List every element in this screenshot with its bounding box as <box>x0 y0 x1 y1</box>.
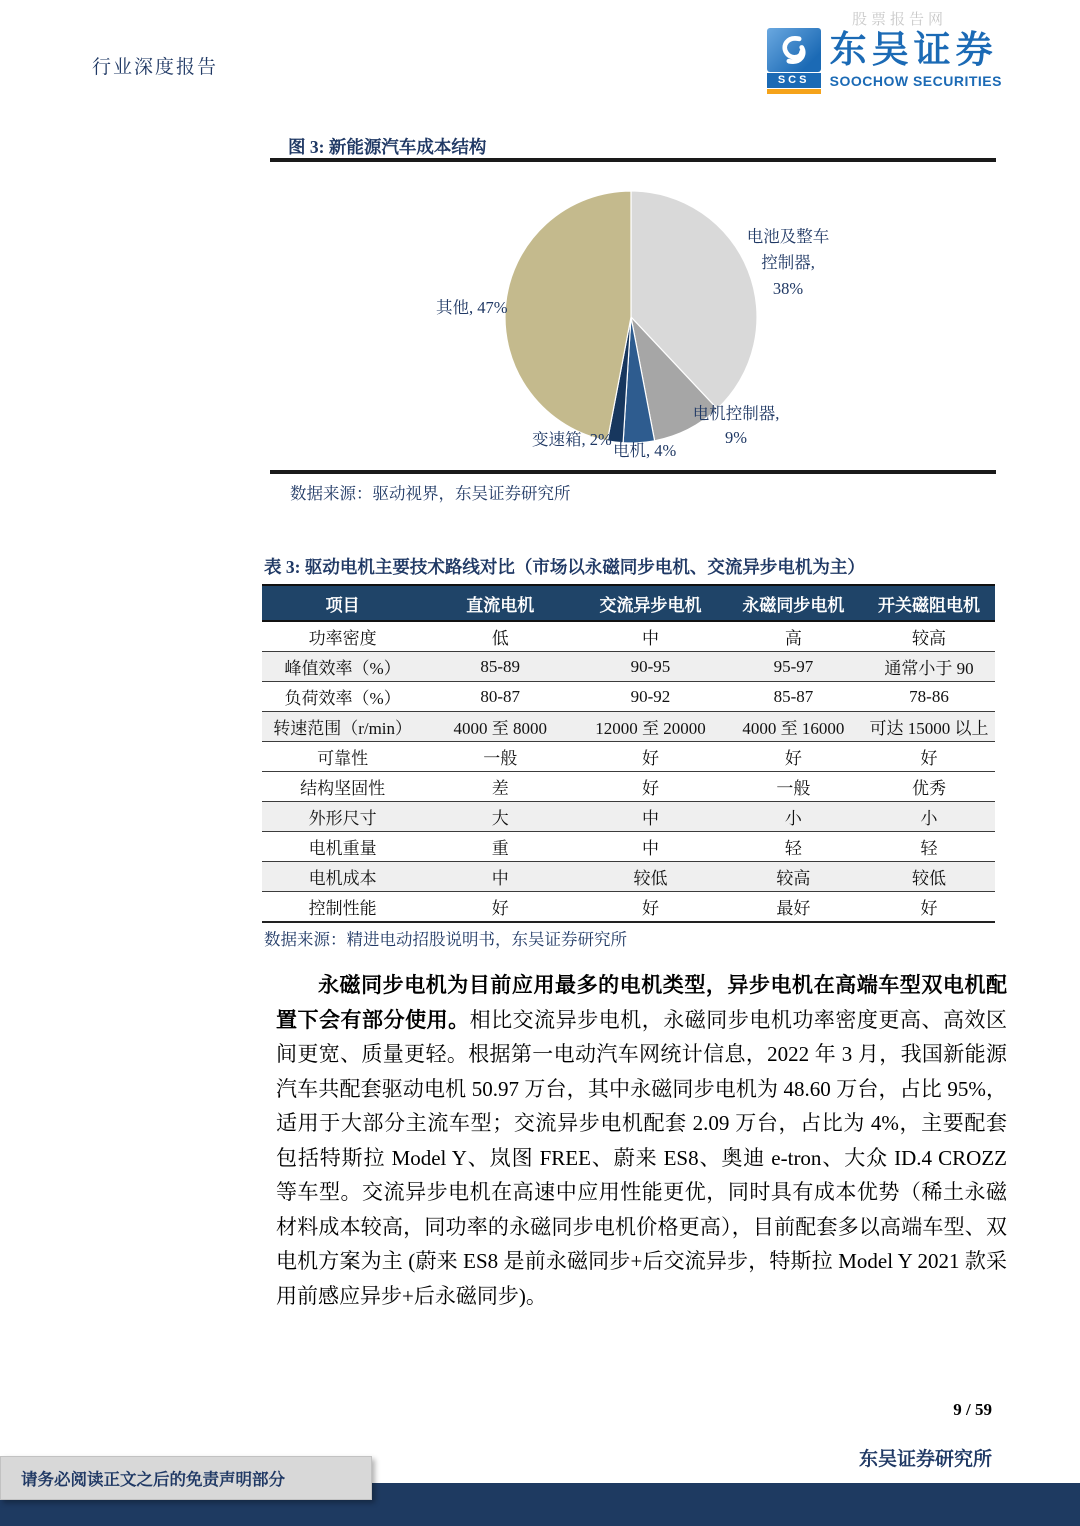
table-cell: 85-87 <box>724 682 863 712</box>
logo-scs-text: SCS <box>767 73 821 88</box>
table-row <box>262 682 995 712</box>
table-cell: 小 <box>724 802 863 832</box>
figure-source: 数据来源：驱动视界，东吴证券研究所 <box>290 484 571 503</box>
table-cell: 12000 至 20000 <box>577 712 724 742</box>
row-label-cell: 可靠性 <box>262 742 423 772</box>
table-row <box>262 862 995 892</box>
table-cell: 78-86 <box>863 682 995 712</box>
row-label-cell: 功率密度 <box>262 621 423 652</box>
table-cell: 中 <box>577 832 724 862</box>
table-cell: 好 <box>863 892 995 923</box>
table-cell: 好 <box>577 772 724 802</box>
table-header-cell: 直流电机 <box>423 585 577 621</box>
table-row <box>262 742 995 772</box>
row-label-cell: 电机重量 <box>262 832 423 862</box>
disclaimer-box <box>0 1456 372 1500</box>
logo-cn-text: 东吴证券 <box>829 29 998 70</box>
logo-text <box>830 28 1002 89</box>
table-cell: 80-87 <box>423 682 577 712</box>
figure-bottom-rule <box>270 470 996 474</box>
figure-title: 图 3: 新能源汽车成本结构 <box>288 137 487 157</box>
table-cell: 大 <box>423 802 577 832</box>
logo-orange-bar <box>767 89 821 94</box>
table-cell: 通常小于 90 <box>863 652 995 682</box>
figure-top-rule <box>270 158 996 162</box>
table-header-row <box>262 585 995 621</box>
page-number: 9 / 59 <box>953 1400 992 1419</box>
table-cell: 重 <box>423 832 577 862</box>
pie-label-other: 其他, 47% <box>436 298 508 317</box>
table-cell: 好 <box>863 742 995 772</box>
table-row <box>262 652 995 682</box>
table-cell: 差 <box>423 772 577 802</box>
table-cell: 中 <box>423 862 577 892</box>
row-label-cell: 外形尺寸 <box>262 802 423 832</box>
disclaimer-text: 请务必阅读正文之后的免责声明部分 <box>21 1470 285 1489</box>
table-cell: 最好 <box>724 892 863 923</box>
table-cell: 好 <box>577 742 724 772</box>
table-cell: 一般 <box>423 742 577 772</box>
table-cell: 较低 <box>577 862 724 892</box>
row-label-cell: 电机成本 <box>262 862 423 892</box>
paragraph-bold-lead: 永磁同步电机为目前应用最多的电机类型，异步电机在高端车型双电机配置下会有部分使用。 <box>276 973 1007 1032</box>
table-title: 表 3: 驱动电机主要技术路线对比（市场以永磁同步电机、交流异步电机为主） <box>264 557 865 577</box>
table-header-cell: 交流异步电机 <box>577 585 724 621</box>
table-cell: 轻 <box>724 832 863 862</box>
pie-label-battery: 电池及整车 控制器, 38% <box>746 227 830 298</box>
site-watermark: 股票报告网 <box>852 12 948 28</box>
table-cell: 可达 15000 以上 <box>863 712 995 742</box>
institute-name: 东吴证券研究所 <box>858 1449 992 1470</box>
table-cell: 低 <box>423 621 577 652</box>
table-cell: 轻 <box>863 832 995 862</box>
table-cell: 90-92 <box>577 682 724 712</box>
pie-slice-其他 <box>505 191 631 441</box>
table-row <box>262 621 995 652</box>
table-header-cell: 开关磁阻电机 <box>863 585 995 621</box>
tech-comparison-table <box>262 584 995 923</box>
table-source: 数据来源：精进电动招股说明书，东吴证券研究所 <box>264 930 627 949</box>
table-cell: 90-95 <box>577 652 724 682</box>
table-cell: 4000 至 8000 <box>423 712 577 742</box>
logo-swirl-icon <box>767 28 821 72</box>
table-cell: 好 <box>577 892 724 923</box>
table-row <box>262 832 995 862</box>
table-cell: 优秀 <box>863 772 995 802</box>
table-cell: 较高 <box>724 862 863 892</box>
soochow-logo <box>767 28 1002 94</box>
table-cell: 小 <box>863 802 995 832</box>
table-cell: 一般 <box>724 772 863 802</box>
pie-label-motor: 电机, 4% <box>613 441 677 460</box>
table-cell: 好 <box>724 742 863 772</box>
table-row <box>262 802 995 832</box>
table-row <box>262 892 995 923</box>
table-row <box>262 772 995 802</box>
table-body <box>262 621 995 922</box>
row-label-cell: 峰值效率（%） <box>262 652 423 682</box>
table-cell: 4000 至 16000 <box>724 712 863 742</box>
pie-label-motor-controller: 电机控制器, 9% <box>692 404 780 447</box>
table-cell: 高 <box>724 621 863 652</box>
report-type-label: 行业深度报告 <box>92 57 219 78</box>
table-cell: 中 <box>577 621 724 652</box>
logo-mark-icon <box>767 28 821 94</box>
table-cell: 较低 <box>863 862 995 892</box>
table-cell: 好 <box>423 892 577 923</box>
table-header-cell: 永磁同步电机 <box>724 585 863 621</box>
row-label-cell: 负荷效率（%） <box>262 682 423 712</box>
row-label-cell: 转速范围（r/min） <box>262 712 423 742</box>
table-header-cell: 项目 <box>262 585 423 621</box>
table-cell: 较高 <box>863 621 995 652</box>
table-cell: 95-97 <box>724 652 863 682</box>
body-paragraph <box>276 968 1007 1313</box>
table-cell: 中 <box>577 802 724 832</box>
paragraph-text: 相比交流异步电机，永磁同步电机功率密度更高、高效区间更宽、质量更轻。根据第一电动汽车网统计信息，2022 年 3 月，我国新能源汽车共配套驱动电机 50.97 万台，其中永磁同步电机为 48.60 万台，占比 95%，适用于大部分主流车型；交流异步电机配套 2.09 万台，占比为 4%，主要配套包括特斯拉 Model Y、岚图 FREE、蔚来 ES8、奥迪 e-tron、大众 ID.4 CROZZ 等车型。交流异步电机在高速中应用性能更优，同时具有成本优势（稀土永磁材料成本较高，同功率的永磁同步电机价格更高），目前配套多以高端车型、双电机方案为主 (蔚来 ES8 是前永磁同步+后交流异步，特斯拉 Model Y 2021 款采用前感应异步+后永磁同步)。 <box>276 1007 1008 1308</box>
logo-en-text: SOOCHOW SECURITIES <box>829 73 1002 89</box>
pie-label-gearbox: 变速箱, 2% <box>532 430 612 449</box>
table-row <box>262 712 995 742</box>
row-label-cell: 控制性能 <box>262 892 423 923</box>
table-cell: 85-89 <box>423 652 577 682</box>
row-label-cell: 结构坚固性 <box>262 772 423 802</box>
